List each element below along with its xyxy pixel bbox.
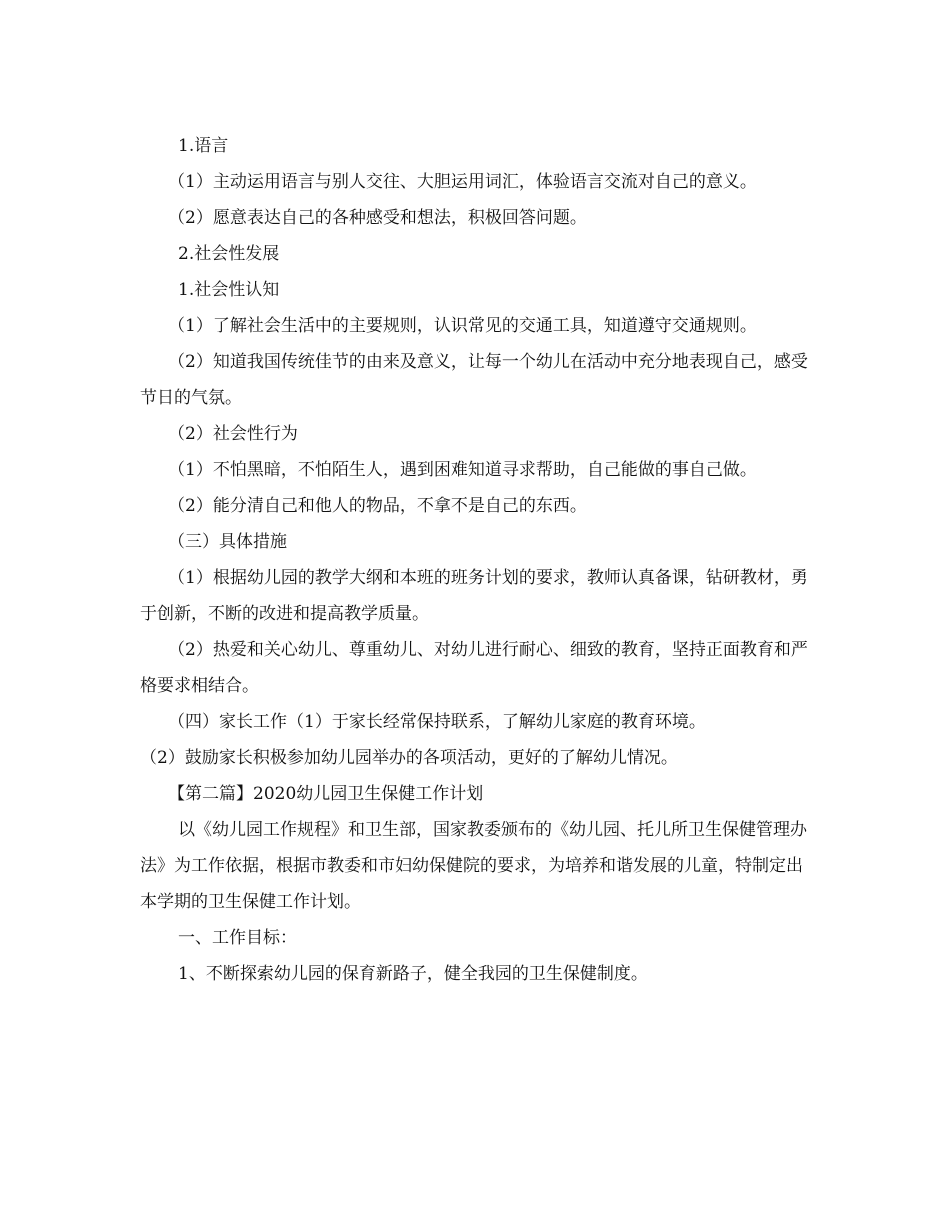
heading-measures: （三）具体措施 <box>168 532 287 552</box>
heading-social-development: 2.社会性发展 <box>178 244 280 264</box>
paragraph-goal-1: 1、不断探索幼儿园的保育新路子，健全我园的卫生保健制度。 <box>178 964 648 984</box>
paragraph-social-behavior-1: （1）不怕黑暗，不怕陌生人，遇到困难知道寻求帮助，自己能做的事自己做。 <box>168 460 757 480</box>
heading-language: 1.语言 <box>178 136 229 156</box>
section-title-part-two: 【第二篇】2020幼儿园卫生保健工作计划 <box>168 784 484 804</box>
paragraph-parent-work-2: （2）鼓励家长积极参加幼儿园举办的各项活动，更好的了解幼儿情况。 <box>140 748 678 768</box>
paragraph-social-behavior-2: （2）能分清自己和他人的物品，不拿不是自己的东西。 <box>168 496 587 516</box>
paragraph-language-1: （1）主动运用语言与别人交往、大胆运用词汇，体验语言交流对自己的意义。 <box>168 172 757 192</box>
paragraph-social-cognition-2: （2）知道我国传统佳节的由来及意义，让每一个幼儿在活动中充分地表现自己，感受节日的气氛。 <box>140 352 808 408</box>
heading-work-goals: 一、工作目标： <box>178 928 297 948</box>
document-body <box>140 128 810 992</box>
paragraph-language-2: （2）愿意表达自己的各种感受和想法，积极回答问题。 <box>168 208 587 228</box>
paragraph-health-intro: 以《幼儿园工作规程》和卫生部，国家教委颁布的《幼儿园、托儿所卫生保健管理办法》为工作依据，根据市教委和市妇幼保健院的要求，为培养和谐发展的儿童，特制定出本学期的卫生保健工作计划。 <box>140 820 807 912</box>
paragraph-measures-2: （2）热爱和关心幼儿、尊重幼儿、对幼儿进行耐心、细致的教育，坚持正面教育和严格要求相结合。 <box>140 640 808 696</box>
heading-social-behavior: （2）社会性行为 <box>168 424 298 444</box>
paragraph-parent-work-1: （四）家长工作（1）于家长经常保持联系，了解幼儿家庭的教育环境。 <box>168 712 706 732</box>
paragraph-measures-1: （1）根据幼儿园的教学大纲和本班的班务计划的要求，教师认真备课，钻研教材，勇于创新，不断的改进和提高教学质量。 <box>140 568 808 624</box>
paragraph-social-cognition-1: （1）了解社会生活中的主要规则，认识常见的交通工具，知道遵守交通规则。 <box>168 316 757 336</box>
heading-social-cognition: 1.社会性认知 <box>178 280 280 300</box>
